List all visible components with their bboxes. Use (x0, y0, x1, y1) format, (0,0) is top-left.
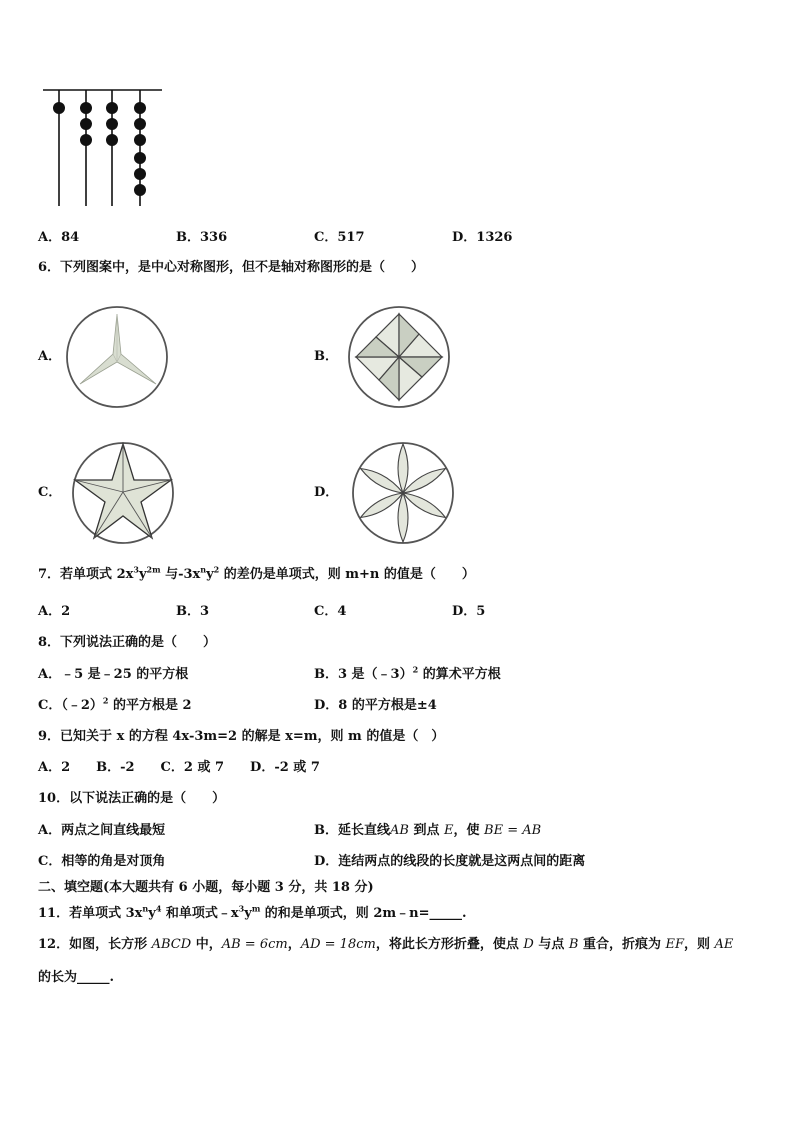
q11-stem (38, 905, 467, 923)
q10-option-b[interactable] (314, 822, 541, 840)
q11-text: y (148, 906, 156, 921)
q12-math: AE (714, 937, 734, 952)
q10-option-c[interactable]: C．相等的角是对顶角 (38, 854, 166, 869)
q6-option-b[interactable]: B． (314, 349, 338, 364)
q11-text: 11．若单项式 3x (38, 906, 143, 921)
q10-option-d[interactable]: D．连结两点的线段的长度就是这两点间的距离 (314, 854, 586, 869)
q12-math: EF (665, 937, 685, 952)
q8-option-c-text: C．（﹣2） (38, 698, 103, 713)
q8-option-c[interactable] (38, 697, 192, 715)
q5-option-d[interactable]: D．1326 (452, 230, 513, 245)
q12-math: B (568, 937, 579, 952)
q6-figure-b-pinwheel (346, 304, 452, 410)
q6-figure-a-three-point-star (64, 304, 170, 410)
q8-option-b-text: 的算术平方根 (418, 667, 501, 682)
q10-math: BE = AB (484, 823, 542, 838)
q7-superscript: n (200, 564, 207, 575)
q11-superscript: 3 (238, 903, 245, 914)
q6-figure-d-flower (350, 440, 456, 546)
q7-superscript: 3 (133, 564, 139, 575)
q9-options[interactable]: A．2 B．-2 C．2 或 7 D．-2 或 7 (38, 760, 320, 775)
q12-text: 中， (191, 937, 222, 952)
abacus-bead (134, 184, 146, 196)
q7-stem-part: 7．若单项式 2x (38, 567, 134, 582)
abacus-figure (40, 84, 166, 210)
q10-math: AB (390, 823, 409, 838)
q12-math: D (523, 937, 534, 952)
q8-option-b-text: B．3 是（﹣3） (314, 667, 413, 682)
q5-option-c[interactable]: C．517 (314, 230, 365, 245)
abacus-bead (53, 102, 65, 114)
q7-option-d[interactable]: D．5 (452, 604, 486, 619)
q7-stem-part: y (138, 567, 147, 582)
abacus-bead (106, 134, 118, 146)
q6-option-a[interactable]: A． (38, 349, 62, 364)
abacus-bead (80, 134, 92, 146)
q12-stem-line2: 的长为_____. (38, 970, 115, 985)
q10-option-b-text: 到点 (408, 823, 445, 838)
q11-superscript: n (142, 903, 149, 914)
q6-option-c[interactable]: C． (38, 485, 62, 500)
q12-text: ， (287, 937, 301, 952)
q7-option-c[interactable]: C．4 (314, 604, 347, 619)
q7-option-b[interactable]: B．3 (176, 604, 210, 619)
q7-superscript: 2 (213, 564, 220, 575)
q12-text: 12．如图，长方形 (38, 937, 152, 952)
q11-superscript: m (251, 903, 261, 914)
section-heading-fill-in: 二、填空题(本大题共有 6 小题，每小题 3 分，共 18 分) (38, 880, 374, 895)
q8-option-c-text: 的平方根是 2 (108, 698, 192, 713)
abacus-bead (134, 152, 146, 164)
q7-option-a[interactable]: A．2 (38, 604, 71, 619)
abacus-bead (134, 118, 146, 130)
q12-text: 重合，折痕为 (578, 937, 666, 952)
q6-stem: 6．下列图案中，是中心对称图形，但不是轴对称图形的是（ ） (38, 260, 425, 275)
q11-text: y (244, 906, 252, 921)
q7-stem-part: y (206, 567, 214, 582)
q10-math: E (444, 823, 454, 838)
q7-stem-part: 与-3x (160, 567, 201, 582)
q7-stem-part: 的差仍是单项式，则 m+n 的值是（ ） (219, 567, 475, 582)
q10-option-b-text: B．延长直线 (314, 823, 390, 838)
q11-text: 和单项式﹣x (161, 906, 239, 921)
q7-superscript: 2m (146, 564, 161, 575)
q5-option-a[interactable]: A．84 (38, 230, 80, 245)
q9-stem: 9．已知关于 x 的方程 4x-3m=2 的解是 x=m，则 m 的值是（ ） (38, 729, 445, 744)
q8-option-b[interactable] (314, 666, 501, 684)
q8-superscript: 2 (412, 664, 419, 675)
abacus-bead (80, 102, 92, 114)
q5-option-b[interactable]: B．336 (176, 230, 228, 245)
q12-math: AB = 6cm (221, 937, 288, 952)
q8-stem: 8．下列说法正确的是（ ） (38, 635, 217, 650)
q8-superscript: 2 (102, 695, 109, 706)
q12-text: 与点 (533, 937, 569, 952)
abacus-bead (134, 168, 146, 180)
q6-option-d[interactable]: D． (314, 485, 339, 500)
q10-option-b-text: ，使 (453, 823, 485, 838)
q10-stem: 10．以下说法正确的是（ ） (38, 791, 226, 806)
q12-stem (38, 936, 733, 954)
q12-math: ABCD (151, 937, 192, 952)
q8-option-a[interactable]: A．﹣5 是﹣25 的平方根 (38, 667, 189, 682)
q11-text: 的和是单项式，则 2m﹣n=_____. (260, 906, 467, 921)
q12-text: ，将此长方形折叠，使点 (375, 937, 524, 952)
abacus-bead (106, 118, 118, 130)
q12-math: AD = 18cm (300, 937, 376, 952)
abacus-bead (106, 102, 118, 114)
abacus-bead (134, 134, 146, 146)
q11-superscript: 4 (155, 903, 162, 914)
q8-option-d[interactable]: D．8 的平方根是±4 (314, 698, 437, 713)
q12-text: ，则 (684, 937, 715, 952)
q7-stem (38, 566, 475, 584)
q10-option-a[interactable]: A．两点之间直线最短 (38, 823, 166, 838)
abacus-bead (80, 118, 92, 130)
q6-figure-c-five-point-star (70, 440, 176, 546)
abacus-bead (134, 102, 146, 114)
